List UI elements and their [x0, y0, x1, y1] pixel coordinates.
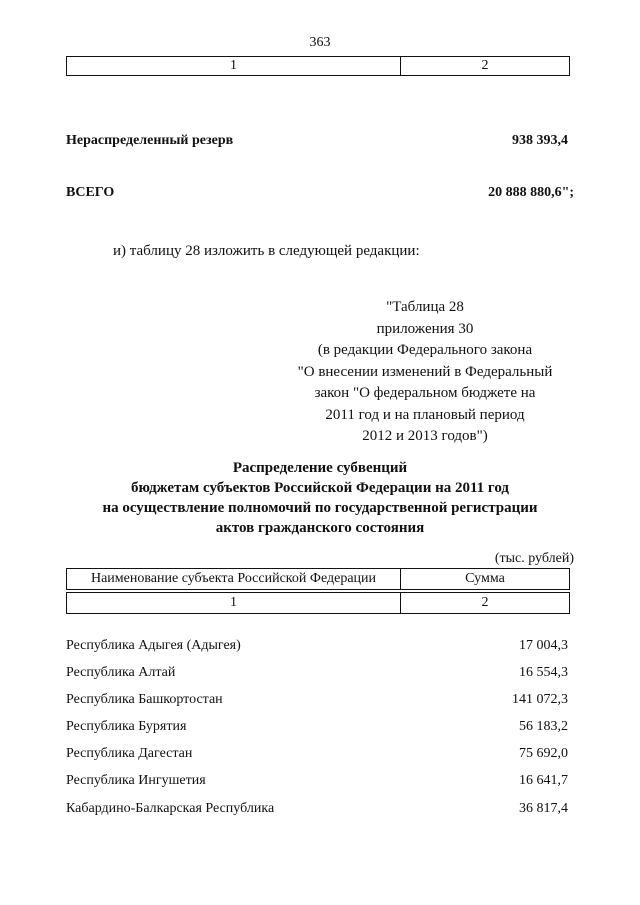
- table-caption: [277, 297, 573, 448]
- reserve-value: 938 393,4: [512, 133, 568, 148]
- continuation-header-col1: 1: [230, 58, 237, 73]
- colnum-1: 1: [230, 595, 237, 610]
- reserve-label: Нераспределенный резерв: [66, 133, 234, 148]
- caption-line-3: (в редакции Федерального закона: [317, 342, 533, 358]
- total-label: ВСЕГО: [66, 185, 115, 200]
- page-number: 363: [309, 35, 331, 50]
- title-line-1: Распределение субвенций: [232, 460, 408, 476]
- table-row-value: 16 641,7: [519, 773, 568, 788]
- table-row-value: 17 004,3: [519, 638, 568, 653]
- title-line-4: актов гражданского состояния: [215, 520, 425, 536]
- table-row-name: Республика Бурятия: [66, 719, 187, 734]
- table-row-value: 56 183,2: [519, 719, 568, 734]
- table-row-name: Республика Ингушетия: [66, 773, 206, 788]
- table-header-row: [66, 568, 570, 590]
- colnum-2: 2: [400, 593, 569, 613]
- caption-line-7: 2012 и 2013 годов"): [362, 428, 488, 444]
- table-row-name: Республика Дагестан: [66, 746, 193, 761]
- caption-line-2: приложения 30: [376, 320, 474, 337]
- caption-line-5: закон "О федеральном бюджете на: [314, 385, 536, 401]
- table-colnum-row: [66, 592, 570, 614]
- table-row-value: 16 554,3: [519, 665, 568, 680]
- instruction-text: и) таблицу 28 изложить в следующей редакции:: [113, 243, 420, 259]
- header-amount: Сумма: [400, 569, 569, 589]
- table-row-value: 141 072,3: [512, 692, 568, 707]
- table-row-name: Республика Башкортостан: [66, 692, 223, 707]
- caption-line-1: "Таблица 28: [386, 299, 464, 315]
- continuation-header-table: [66, 56, 570, 76]
- table-row-name: Кабардино-Балкарская Республика: [66, 801, 275, 816]
- caption-line-4: "О внесении изменений в Федеральный: [297, 363, 553, 380]
- caption-line-6: 2011 год и на плановый период: [325, 406, 525, 423]
- total-value-text: 20 888 880,6";: [488, 185, 574, 200]
- table-row-value: 36 817,4: [519, 801, 568, 816]
- table-row-name: Республика Адыгея (Адыгея): [66, 638, 241, 653]
- title-line-3: на осуществление полномочий по государственной регистрации: [102, 500, 538, 516]
- total-value: [488, 185, 574, 201]
- table-row-value: 75 692,0: [519, 746, 568, 761]
- table-title: [40, 458, 600, 538]
- units-label: (тыс. рублей): [494, 551, 574, 566]
- header-subject-name: Наименование субъекта Российской Федерации: [90, 571, 377, 586]
- continuation-header-col2: 2: [400, 57, 569, 75]
- title-line-2: бюджетам субъектов Российской Федерации на 2011 год: [130, 480, 510, 496]
- table-row-name: Республика Алтай: [66, 665, 176, 680]
